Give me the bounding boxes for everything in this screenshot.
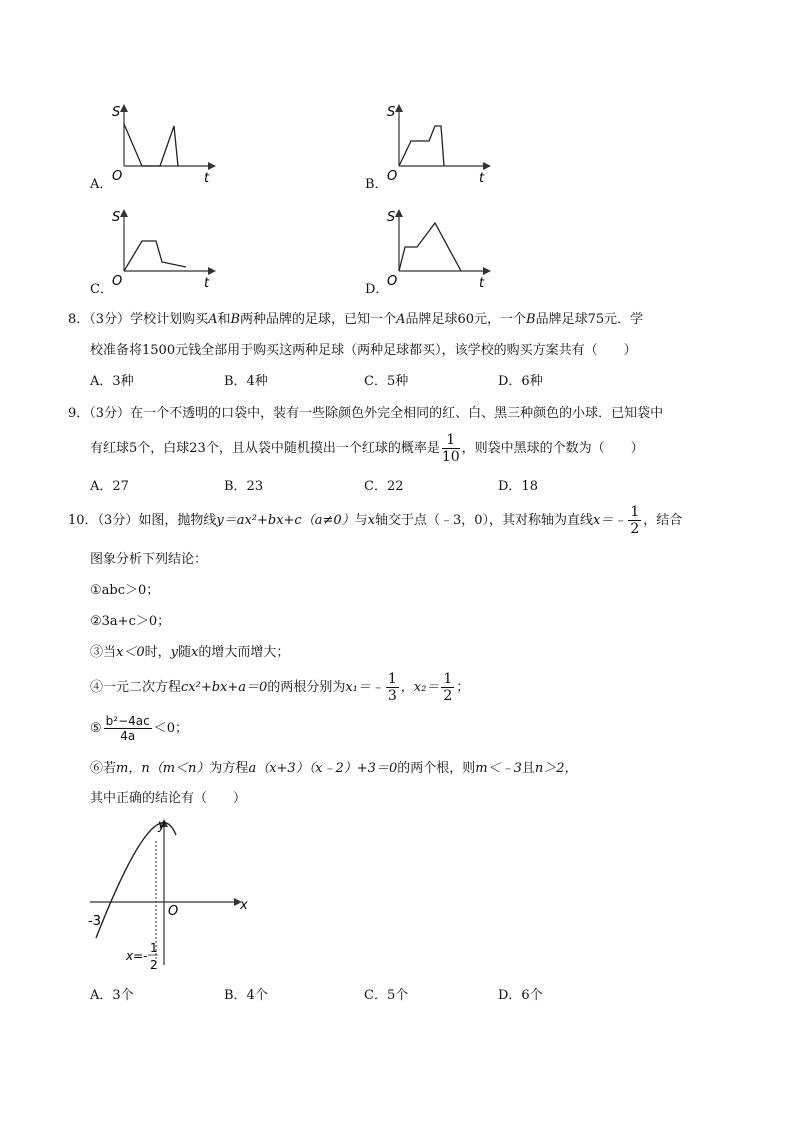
q10-option-a: A．3个 — [90, 988, 134, 1003]
symmetry-axis-label: x=- — [126, 949, 148, 963]
s-axis-label: S — [387, 105, 396, 120]
score: （3分） — [97, 513, 139, 528]
svg-text:1: 1 — [150, 941, 158, 955]
t-axis-label: t — [204, 276, 210, 290]
conclusion-5: ⑤ $\frac{\text{b²−4ac}}{4a}$ ＜0； — [90, 714, 189, 743]
origin-label: O — [112, 169, 123, 184]
q9-option-a: A．27 — [90, 479, 129, 494]
question-8-line-1: 8．（3分）学校计划购买A和B两种品牌的足球，已知一个A品牌足球60元，一个B品牌足球75元．学 — [68, 312, 644, 327]
conclusion-2: ②3a+c＞0； — [90, 614, 171, 629]
question-9-line-1: 9．（3分）在一个不透明的口袋中，装有一些除颜色外完全相同的红、白、黑三种颜色的小球．已知袋中 — [68, 406, 664, 421]
origin-label: O — [387, 169, 398, 184]
conclusion-1: ①abc＞0； — [90, 583, 160, 598]
q9-option-d: D．18 — [498, 479, 538, 494]
q10-option-c: C．5个 — [364, 988, 409, 1003]
t-axis-label: t — [204, 171, 210, 185]
graph-d — [383, 205, 493, 290]
graph-c — [108, 205, 218, 290]
s-axis-label: S — [112, 105, 121, 120]
question-number: 9． — [68, 406, 90, 421]
q9-option-c: C．22 — [364, 479, 404, 494]
graph-b — [383, 100, 493, 185]
y-axis-label: y — [158, 818, 166, 833]
discriminant-fraction: $\frac{\text{b²−4ac}}{4a}$ — [105, 714, 150, 743]
probability-fraction: $\frac{1}{10}$ — [441, 432, 460, 465]
q8-option-c: C．5种 — [364, 374, 409, 389]
conclusion-3: ③当x＜0时，y随x的增大而增大； — [90, 645, 290, 660]
s-axis-label: S — [387, 210, 396, 225]
t-axis-label: t — [479, 276, 485, 290]
question-9-line-2: 有红球5个，白球23个，且从袋中随机摸出一个红球的概率是 $\frac{1}{10}$ ，则袋中黑球的个数为（ ） — [90, 432, 644, 465]
q8-option-d: D．6种 — [498, 374, 543, 389]
svg-text:2: 2 — [150, 958, 158, 972]
origin-label: O — [112, 274, 123, 289]
option-a-label: A． — [90, 177, 113, 192]
question-10-line-1: 10．（3分）如图，抛物线y＝ax²+bx+c（a≠0）与x轴交于点（﹣3，0），其对称轴为直线x＝﹣ $\frac{1}{2}$ ，结合 — [68, 504, 683, 537]
parabola-graph — [84, 815, 254, 975]
question-10-prompt: 其中正确的结论有（ ） — [90, 791, 247, 806]
question-number: 8． — [68, 312, 90, 327]
conclusion-6: ⑥若m，n（m＜n）为方程a（x+3）（x﹣2）+3＝0的两个根，则m＜﹣3且n＞2， — [90, 761, 578, 776]
score: （3分） — [89, 312, 131, 327]
question-8-line-2: 校准备将1500元钱全部用于购买这两种足球（两种足球都买），该学校的购买方案共有（ ） — [90, 343, 637, 358]
graph-a — [108, 100, 218, 185]
q10-option-b: B．4个 — [224, 988, 268, 1003]
root-label: -3 — [88, 914, 101, 929]
conclusion-4: ④一元二次方程cx²+bx+a＝0的两根分别为x₁＝﹣ $\frac{1}{3}$ ，x₂＝ $\frac{1}{2}$ ； — [90, 671, 470, 704]
option-c-label: C． — [90, 282, 113, 297]
origin-label: O — [168, 904, 179, 919]
q8-option-b: B．4种 — [224, 374, 268, 389]
q10-option-d: D．6个 — [498, 988, 543, 1003]
q8-option-a: A．3种 — [90, 374, 134, 389]
score: （3分） — [89, 406, 131, 421]
q9-option-b: B．23 — [224, 479, 264, 494]
question-number: 10． — [68, 513, 98, 528]
t-axis-label: t — [479, 171, 485, 185]
question-10-line-2: 图象分析下列结论： — [90, 552, 208, 567]
option-b-label: B． — [365, 177, 388, 192]
origin-label: O — [387, 274, 398, 289]
s-axis-label: S — [112, 210, 121, 225]
x-axis-label: x — [240, 898, 248, 913]
option-d-label: D． — [365, 282, 389, 297]
